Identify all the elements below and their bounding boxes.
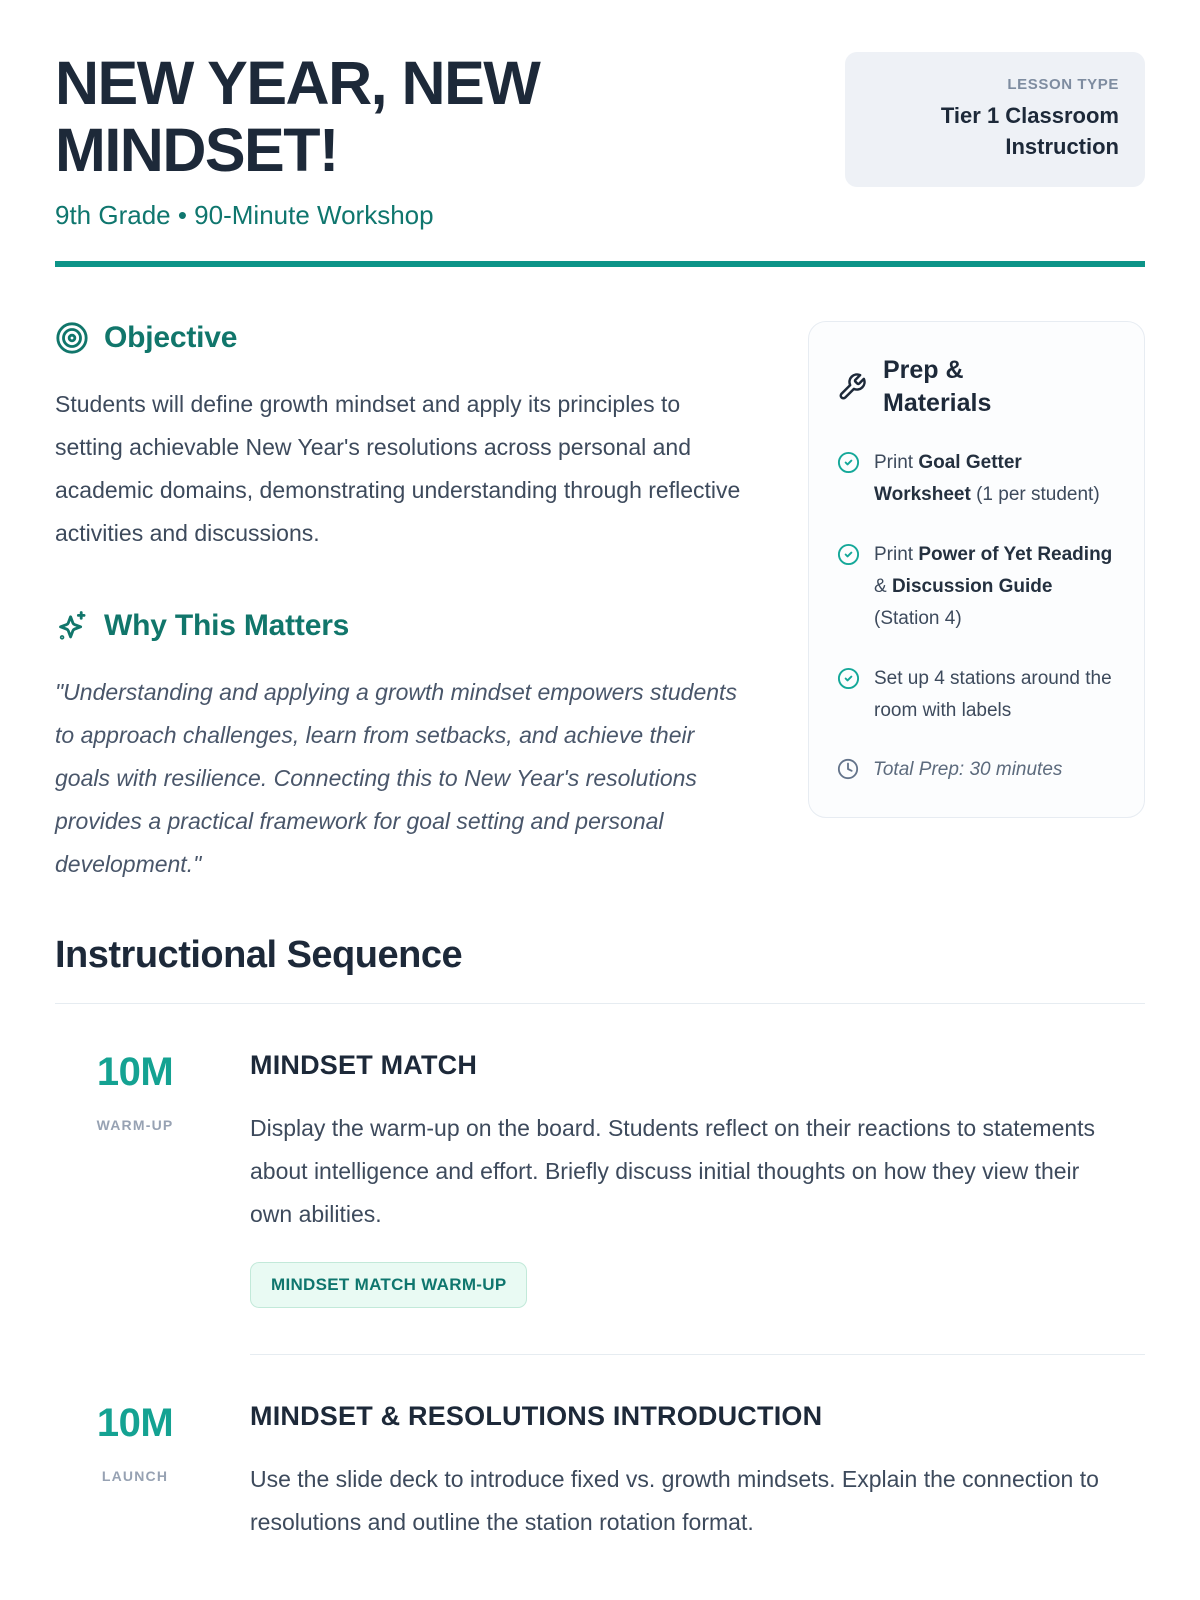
- sequence-divider: [55, 1003, 1145, 1004]
- why-quote: "Understanding and applying a growth mindset empowers students to approach challenges, learn from setbacks, and achieve their goals with resilience. Connecting this to New Year's resolutions provides a practical framework for goal setting and personal development.": [55, 679, 737, 878]
- why-heading-label: Why This Matters: [104, 609, 350, 643]
- checklist-item: [837, 447, 1116, 511]
- step-description: Display the warm-up on the board. Students reflect on their reactions to statements about intelligence and effort. Briefly discuss initial thoughts on how they view their own abilities.: [250, 1115, 1096, 1228]
- header: [55, 50, 1145, 231]
- step-duration: 10M: [96, 1050, 174, 1095]
- step-phase-label: WARM-UP: [96, 1117, 174, 1134]
- step-body: [215, 1046, 1145, 1308]
- sequence-step: [55, 1046, 1145, 1308]
- step-meta: [55, 1046, 215, 1308]
- prep-card-title: Prep & Materials: [883, 356, 992, 417]
- header-divider: [55, 261, 1145, 267]
- sequence-step: [55, 1397, 1145, 1544]
- step-divider: [250, 1354, 1145, 1355]
- lesson-type-value: Tier 1 Classroom Instruction: [940, 103, 1119, 159]
- objective-body: Students will define growth mindset and apply its principles to setting achievable New Year's resolutions across personal and academic domains, demonstrating understanding through reflective activities and discussions.: [55, 391, 741, 547]
- step-description: Use the slide deck to introduce fixed vs. growth mindsets. Explain the connection to resolutions and outline the station rotation format.: [250, 1466, 1099, 1536]
- instructional-sequence-section: [55, 934, 1145, 1544]
- sparkles-icon: [55, 609, 89, 643]
- checklist-item-text: Set up 4 stations around the room with labels: [874, 668, 1112, 722]
- checklist-item-text: Print Power of Yet Reading & Discussion Guide (Station 4): [874, 544, 1113, 630]
- target-icon: [55, 321, 89, 355]
- page-subtitle: 9th Grade • 90-Minute Workshop: [55, 200, 434, 231]
- wrench-icon: [837, 372, 867, 402]
- prep-card-header: [837, 354, 1116, 419]
- step-meta: [55, 1397, 215, 1544]
- checklist-item-text: Print Goal Getter Worksheet (1 per student): [874, 452, 1100, 506]
- prep-checklist: [837, 447, 1116, 727]
- why-heading: [55, 609, 752, 643]
- why-this-matters-section: [55, 609, 752, 886]
- header-title-block: [55, 50, 675, 231]
- circle-check-icon: [837, 451, 860, 511]
- checklist-item: [837, 663, 1116, 727]
- step-title: MINDSET MATCH: [250, 1050, 478, 1081]
- material-badge[interactable]: MINDSET MATCH WARM-UP: [250, 1262, 527, 1308]
- objective-heading: [55, 321, 752, 355]
- total-prep-text: Total Prep: 30 minutes: [873, 759, 1063, 781]
- objective-heading-label: Objective: [104, 321, 238, 355]
- lesson-type-label: LESSON TYPE: [1007, 76, 1119, 93]
- step-duration: 10M: [96, 1401, 174, 1446]
- sequence-heading: Instructional Sequence: [55, 934, 463, 977]
- overview-section: [55, 321, 1145, 886]
- clock-icon: [837, 758, 859, 785]
- circle-check-icon: [837, 543, 860, 635]
- overview-left-column: [55, 321, 752, 886]
- step-phase-label: LAUNCH: [101, 1468, 169, 1485]
- step-body: [215, 1397, 1145, 1544]
- objective-section: [55, 321, 752, 555]
- checklist-item: [837, 539, 1116, 635]
- step-title: MINDSET & RESOLUTIONS INTRODUCTION: [250, 1401, 823, 1432]
- circle-check-icon: [837, 667, 860, 727]
- prep-materials-card: [808, 321, 1145, 818]
- page-title: NEW YEAR, NEW MINDSET!: [55, 49, 540, 185]
- total-prep-row: [837, 755, 1116, 785]
- lesson-type-card: [845, 52, 1145, 187]
